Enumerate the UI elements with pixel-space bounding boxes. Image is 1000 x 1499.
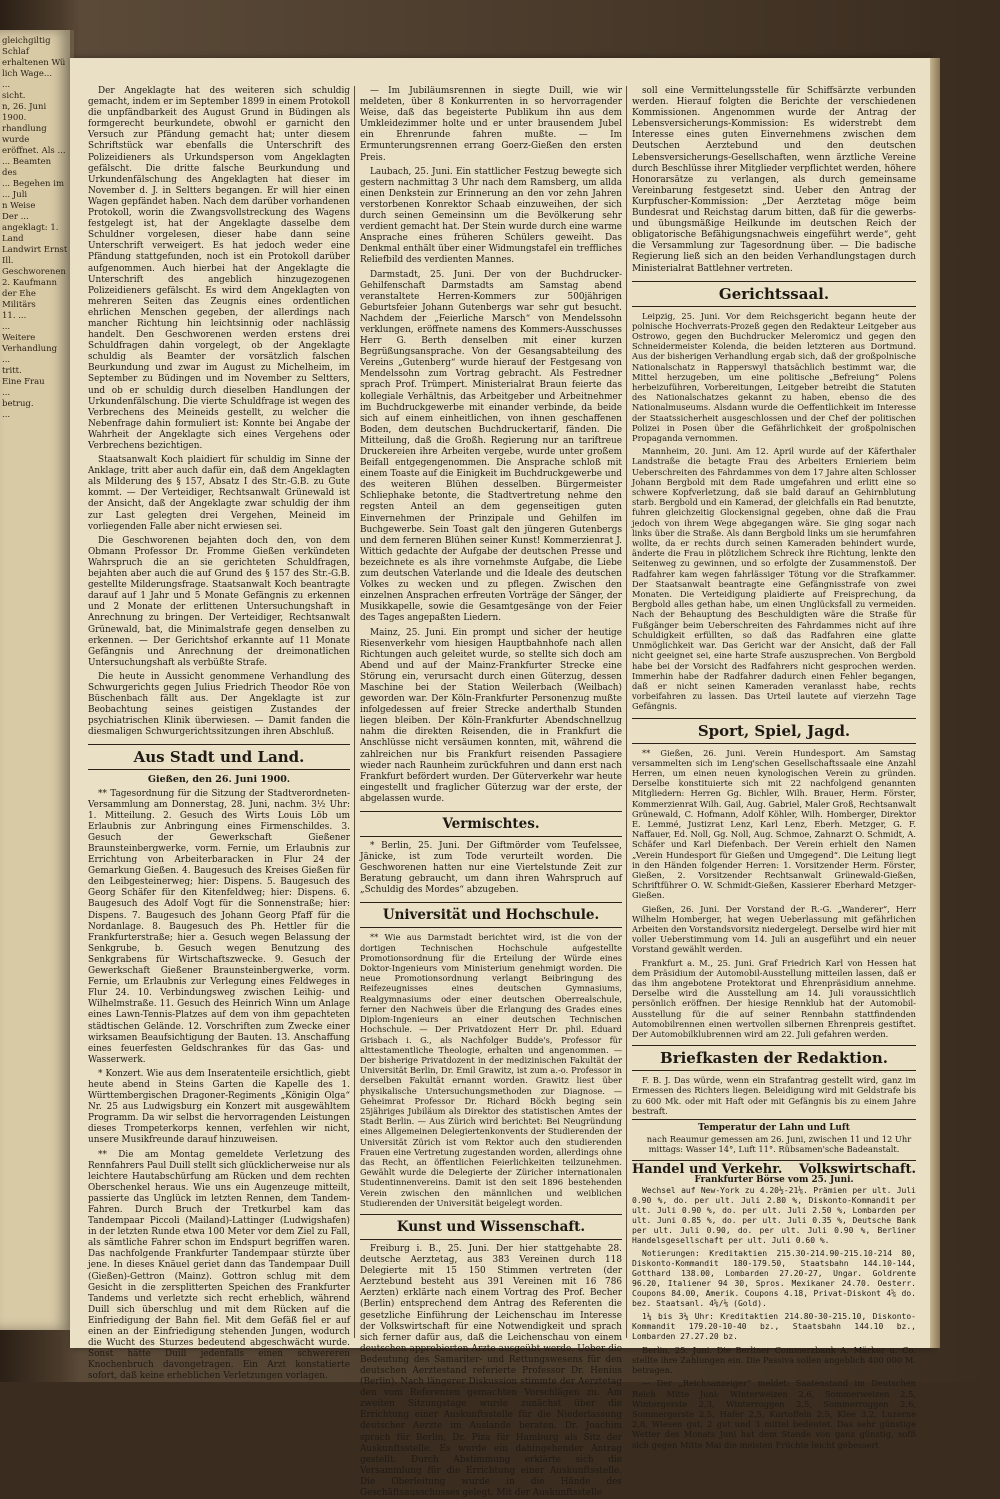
paragraph: * Konzert. Wie aus dem Inseratenteile ersichtlich, giebt heute abend in Steins Garten die Kapelle des 1. Württembergischen Dragoner-Regiments „Königin Olga“ Nr. 25 aus Ludwigsburg ein Konzert mit ausgewähltem Programm. Da wir selbst die hervorragenden Leistungen dieses Trompeterkorps kennen, verfehlen wir nicht, unsere Musikfreunde darauf hinzuweisen. — [88, 1068, 350, 1146]
section-heading: Vermischtes. — [360, 811, 622, 837]
paragraph: Die heute in Aussicht genommene Verhandlung des Schwurgerichts gegen Julius Friedrich Theodor Röe von Büschenbach fällt aus. Der Angeklagte ist zur Beobachtung seines geistigen Zustandes der psychiatrischen Klinik überwiesen. — Damit fanden die diesmaligen Schwurgerichtssitzungen ihren Abschluß. — [88, 671, 350, 738]
section-heading: Gerichtssaal. — [632, 281, 916, 307]
section-heading: Universität und Hochschule. — [360, 902, 622, 928]
paragraph: Der Angeklagte hat des weiteren sich schuldig gemacht, indem er im September 1899 in einem Protokoll die unpfändbarkeit des August Grund in Büdingen als formgerecht beurkundete, obwohl er garnicht den Versuch zur Pfändung gemacht hat; unter diesem Schriftstück war ebenfalls die Unterschrift des Polizeidieners als Urkundsperson vom Angeklagten gefälscht. Die dritte falsche Beurkundung und Urkundenfälschung des Angeklagten hat dieser im November d. J. in Seltters begangen. Er will hier einen Wagen gepfändet haben. Nach dem darüber vorhandenen Protokoll, worin die Zwangsvollstreckung des Wagens festgelegt ist, hat der Angeklagte dasselbe dem Schuldner vorgelesen, dieser habe dann seine Unterschrift verweigert. Es hat jedoch weder eine Pfändung stattgefunden, noch ist ein Protokoll darüber aufgenommen. Auch hierbei hat der Angeklagte die Unterschrift des angeblich hinzugezogenen Polizeidieners gefälscht. Es wird dem Angeklagten von mehreren Seiten das Zeugnis eines ordentlichen ehrlichen Menschen gegeben, der allerdings nach mancher Richtung hin leichtsinnig oder nachlässig handelt. Den Geschworenen werden erstens drei Schuldfragen dahin vorgelegt, ob der Angeklagte schuldig als Beamter der vorsätzlich falschen Beurkundung und zwar im August zu Michelheim, im September zu Büdingen und im November zu Seltters, und ob er schuldig durch dieselben Handlungen der Urkundenfälschung. Die vierte Schuldfrage ist wegen des Verbrechens des Meineids gestellt, zu welcher die Nebenfrage dahin formuliert ist: Konnte bei Angabe der Wahrheit der Angeklagte sich eines Vergehens oder Verbrechens bezichtigen. — [88, 86, 350, 451]
paragraph: Wechsel auf New-York zu 4.20½-21⅛. Prämien per ult. Juli 0.90 %, do. per ult. Juli 2.80 %, Diskonto-Kommandit per ult. Juli 0.90 %, do. per ult. Juli 2.50 %, Lombarden per ult. Juni 0.85 %, do. per ult. Juli 0.35 %, Deutsche Bank per ult. Juli 0.90, do. per ult. Juli 0.90 %, Berliner Handelsgesellschaft per ult. Juli 0.60 %. — [632, 1185, 916, 1245]
paragraph: Die Geschworenen bejahten doch den, von dem Obmann Professor Dr. Fromme Gießen verkündeten Wahrspruch die an sie gerichteten Schuldfragen, bejahten aber auch die auf Grund des § 157 des Str.-G.B. gestellte Milderungsfrage. Staatsanwalt Koch beantragte darauf auf 1 Jahr und 5 Monate Gefängnis zu erkennen und 2 Monate der erlittenen Untersuchungshaft in Anrechnung zu bringen. Der Verteidiger, Rechtsanwalt Grünewald, bat, die Minimalstrafe gegen denselben zu erkennen. — Der Gerichtshof erkannte auf 11 Monate Gefängnis und Anrechnung der dreimonatlichen Untersuchungshaft als verbüßte Strafe. — [88, 535, 350, 668]
paragraph: 1¼ bis 3¼ Uhr: Kreditaktien 214.80-30-215.10, Diskonto-Kommandit 179.20-10-40 bz., Staatsbahn 144.10 bz., Lombarden 27.27.20 bz. — [632, 1311, 916, 1341]
section-heading: Volkswirtschaft. — [798, 1161, 916, 1177]
paragraph: nach Reaumur gemessen am 26. Juni, zwischen 11 und 12 Uhr mittags: Wasser 14°, Luft 11°. Rübsamen'sche Badeanstalt. — [646, 1134, 912, 1155]
dateline: Gießen, den 26. Juni 1900. — [147, 774, 291, 786]
section-heading: Briefkasten der Redaktion. — [632, 1045, 916, 1071]
paragraph: ** Gießen, 26. Juni. Verein Hundesport. Am Samstag versammelten sich im Leng'schen Gesellschaftssaale eine Anzahl Herren, um einen neuen kynologischen Verein zu gründen. Derselbe konstituierte sich mit 22 nachfolgend genannten Mitgliedern: Herren Gg. Bichler, Wilh. Brauer, Herm. Förster, Kommerzienrat Wilh. Gail, Aug. Gabriel, Maler Groß, Rechtsanwalt Grünewald, C. Hofmann, Adolf Köhler, Wilh. Homberger, Direktor E. Lemmé, Justizrat Lenz, Karl Lenz, Eberh. Metzger, G. F. Naffauer, Ed. Noll, Gg. Noll, Aug. Schmoe, Zahnarzt O. Schmidt, A. Schäfer und Karl Diefenbach. Der Verein erhielt den Namen „Verein Hundesport für Gießen und Umgegend“. Die Leitung liegt in den Händen folgender Herren: 1. Vorsitzender Herm. Förster, Gießen, 2. Vorsitzender Rechtsanwalt Grünewald-Gießen, Schriftführer O. W. Schmidt-Gießen, Kassierer Eberhard Metzger-Gießen. — [632, 747, 916, 901]
paragraph: Darmstadt, 25. Juni. Der von der Buchdrucker-Gehilfenschaft Darmstadts am Samstag abend veranstaltete Herren-Kommers zur 500jährigen Geburtsfeier Johann Gutenbergs war sehr gut besucht. Nachdem der „Feierliche Marsch“ von Mendelssohn verklungen, eröffnete namens des Kommers-Ausschusses Herr G. Berth denselben mit einer kurzen Begrüßungsansprache. Von der Gesangsabteilung des Vereins „Gutenberg“ wurde hierauf der Festgesang von Mendelssohn zum Vortrag gebracht. Als Festredner sprach Prof. Trümpert. Ministerialrat Braun feierte das kollegiale Verhältnis, das Arbeitgeber und Arbeitnehmer im Buchdruckgewerbe mit einander verbinde, da beide sich auf einem einheitlichen, von ihnen geschaffenen Boden, dem deutschen Buchdruckertarif, fänden. Die Mitteilung, daß die Großh. Regierung nur an tariftreue Druckereien ihre Arbeiten vergebe, wurde unter großem Beifall entgegengenommen. Die Ansprache schloß mit einem Toaste auf die Einigkeit im Buchdruckgewerbe und des weiteren Blühen desselben. Bürgermeister Schliephake betonte, die Stadtvertretung nehme den regsten Anteil an dem gegenseitigen guten Einvernehmen der Prinzipale und Gehilfen im Buchgewerbe. Sein Toast galt den jüngeren Gutenbergs und dem ferneren Blühen seiner Kunst! Kommerzienrat J. Wittich gedachte der Aufgabe der deutschen Presse und bezeichnete es als ihre vornehmste Aufgabe, die Liebe zum deutschen Vaterlande und die Ideale des deutschen Volkes zu wecken und zu pflegen. Zwischen den einzelnen Ansprachen erfreuten Vorträge der Sänger, der Musikkapelle, sowie die Gesamtgesänge von der Feier des Tages angepaßten Liedern. — [360, 269, 622, 624]
left-page-text: gleichgiltig Schlaf erhaltenen Wü lich Wage... ... sicht. n, 26. Juni 1900. rhandlung wurde eröffnet. Als ... ... Beamten des ... Begehen im ... Juli n Weise Der ... angeklagt: 1. Land Landwirt Ernst Ill. Geschworenen 2. Kaufmann der Ehe Militärs 11. ... ... Weitere Verhandlung ... tritt. Eine Frau ... betrug. ... — [2, 36, 68, 420]
paragraph: Mannheim, 20. Juni. Am 12. April wurde auf der Käferthaler Landstraße die betagte Frau des Arbeiters Ernieriem beim Ueberschreiten des Fahrdammes von dem 17 Jahre alten Schlosser Johann Bergbold mit dem Rade umgefahren und erlitt eine so schwere Kopfverletzung, daß sie bald darauf an Gehirnblutung starb. Bergbold und ein Kamerad, der gleichfalls ein Rad benutzte, fuhren gleichzeitig Glockensignal gegeben, ohne daß die Frau jedoch von ihrem Wege abgegangen wäre. Sie ging sogar nach links über die Straße. Als dann Bergbold links um sie herumfahren wollte, da er rechts durch seinen Kameraden behindert wurde, änderte die Frau in plötzlichem Schreck ihre Richtung, lenkte den Seitenweg zu gewinnen, und so erfolgte der Zusammenstoß. Der Radfahrer kam wegen fahrlässiger Tötung vor die Strafkammer. Der Staatsanwalt beantragte eine Gefängnisstrafe von zwei Monaten. Die Verteidigung plaidierte auf Freisprechung, da Bergbold alles gethan habe, um einen Unglücksfall zu vermeiden. Nach der Behauptung des Beschuldigten wäre die Straße für Fußgänger beim Ueberschreiten des Fahrdammes nicht auf ihre Schuldigkeit erfüllten, so daß das Radfahren eine glatte Unmöglichkeit war. Das Gericht war der Ansicht, daß der Fall nicht geeignet sei, eine harte Strafe auszusprechen. Von Bergbold habe bei der Vorsicht des Radfahrers nicht gesprochen werden. Immerhin habe der Radfahrer dadurch einen Fehler begangen, daß er nicht seinen Kameraden veranlasst habe, rechts vorbeifahren zu lassen. Das Urteil lautete auf vierzehn Tage Gefängnis. — [632, 446, 916, 712]
section-heading: Kunst und Wissenschaft. — [360, 1214, 622, 1240]
paragraph: Mainz, 25. Juni. Ein prompt und sicher der heutige Riesenverkehr vom hiesigen Hauptbahnhofe nach allen Richtungen auch geleitet wurde, so stellte sich doch am Abend und auf der Mainz-Frankfurter Strecke eine Störung ein, verursacht durch einen Güterzug, dessen Maschine bei der Station Weilerbach (Weilbach) geworden war. Der Köln-Frankfurter Personenzug mußte infolgedessen auf freier Strecke anderthalb Stunden liegen bleiben. Der Köln-Frankfurter Abendschnellzug nahm die direkten Reisenden, die in Frankfurt die Anschlüsse nicht versäumen konnten, mit, während die zahlreichen nur bis Frankfurt reisenden Passagiere wieder nach Raunheim zurückfuhren und dann erst nach Frankfurt befördert wurden. Der Güterverkehr war heute eingestellt und fraglicher Güterzug war der erste, der abgelassen wurde. — [360, 627, 622, 804]
paragraph: ** Wie aus Darmstadt berichtet wird, ist die von der dortigen Technischen Hochschule aufgestellte Promotionsordnung für die Erteilung der Würde eines Doktor-Ingenieurs vom Ministerium genehmigt worden. Die neue Promotionsordnung verlangt Beibringung des Reifezeugnisses eines deutschen Gymnasiums, Realgymnasiums oder einer deutschen Oberrealschule, ferner den Nachweis über die Erlangung des Grades eines Diplom-Ingenieurs an einer deutschen Technischen Hochschule. — Der Privatdozent Herr Dr. phil. Eduard Grisbach i. G., als Nachfolger Budde's, Professor für alttestamentliche Theologie, erhalten und angenommen. — Der bisherige Privatdozent in der medizinischen Fakultät der Universität Berlin, Dr. Emil Grawitz, ist zum a.-o. Professor in derselben Fakultät ernannt worden. Grawitz liest über physikalische Untersuchungsmethoden zur Diagnose. — Geheimrat Professor Dr. Richard Böckh beging sein 25jähriges Jubiläum als Direktor des statistischen Amtes der Stadt Berlin. — Aus Zürich wird berichtet: Bei Neugründung eines Allgemeinen Delegiertenkonvents der Studierenden der Universität Zürich ist vom Rektor auch den studierenden Frauen eine Vertretung zugestanden worden, allerdings ohne das Recht, an öffentlichen Feierlichkeiten teilzunehmen. Gewählt wurde die Delegierte der Züricher internationalen Studentinnenvereins. Damit ist den seit 1896 bestehenden Verein zwischen den männlichen und weiblichen Studierenden der Universität beigelegt worden. — [360, 932, 622, 1208]
paragraph: * Berlin, 25. Juni. Der Giftmörder vom Teufelssee, Jänicke, ist zum Tode verurteilt worden. Die Geschworenen hatten nur eine Viertelstunde Zeit zur Beratung gebraucht, um dann ihren Wahrspruch auf „Schuldig des Mordes“ abzugeben. — [360, 841, 622, 896]
paragraph: — Im Jubiläumsrennen in siegte Duill, wie wir meldeten, über 8 Konkurrenten in so hervorragender Weise, daß das begeisterte Publikum ihn aus dem Umkleidezimmer holte und er unter brausendem Jubel ein Ehrenrunde fahren mußte. — Im Ermunterungsrennen errang Goerz-Gießen den ersten Preis. — [360, 86, 622, 163]
section-heading: Handel und Verkehr. — [632, 1161, 783, 1177]
section-heading: Sport, Spiel, Jagd. — [632, 718, 916, 744]
paragraph: F. B. J. Das würde, wenn ein Strafantrag gestellt wird, ganz im Ermessen des Richters liegen. Beleidigung wird mit Geldstrafe bis zu 600 Mk. oder mit Haft oder mit Gefängnis bis zu einem Jahre bestraft. — [632, 1075, 916, 1116]
column-rule — [626, 86, 627, 1338]
newspaper-page — [70, 58, 930, 1499]
paragraph: Berlin, 25. Juni. Die Berliner Commerzbank A. Märker u. Co. stellte ihre Zahlungen ein. Die Passiva sollen angeblich 400 000 M. betragen. — [632, 1344, 916, 1376]
paragraph: Freiburg i. B., 25. Juni. Der hier stattgehabte 28. deutsche Aerztetag, aus 383 Vereinen durch 118 Delegierte mit 15 150 Stimmen vertreten (der Aerztebund besteht aus 391 Vereinen mit 16 786 Aerzten) erklärte nach einem Vortrag des Prof. Becher (Berlin) entsprechend dem Antrag des Referenten die gesetzliche Einführung der Leichenschau im Interesse der Volkswirtschaft für eine Notwendigkeit und sprach sich ferner dafür aus, daß die Leichenschau von einem deutschen approbierten Arzte ausgeübt werde. Ueber die Bedeutung des Samariter- und Rettungswesens für den deutschen Aerztestand referierte Professor Dr. Henius (Berlin). Nach längerer Diskussion stimmte der Aerztetag den vom Referenten gemachten Vorschlägen zu. Am zweiten Sitzungstage wurde zunächst über die Errichtung einer Auskunftsstelle für die Niederlassung deutscher Aerzte im Auslande beraten. Dr. Joachim sprach für Berlin, Dr. Piza für Hamburg als Sitz der Auskunftsstelle. Es wurde ein dahingehender Antrag gestellt. Durch Abstimmung erklärte sich die Versammlung für die Errichtung einer Auskunftsstelle. Die Oberleitung wurde in die Hände des Geschäftsausschusses gelegt. Mit der Auskunftsstelle — [360, 1243, 622, 1499]
paragraph: ** Die am Montag gemeldete Verletzung des Rennfahrers Paul Duill stellt sich glücklicherweise nur als leichtere Hautabschürfung am Rücken und dem rechten Oberschenkel heraus. Wie uns ein Augenzeuge mitteilt, passierte das Unglück im letzten Rennen, dem Tandem-Fahren. Durch Bruch der Tretkurbel kam das Tandempaar Piccoli (Mailand)-Lattinger (Ludwigshafen) in der letzten Runde etwa 100 Meter vor dem Ziel zu Fall, als sämtliche Fahrer schon im Endspurt begriffen waren. Das nachfolgende Frankfurter Tandempaar stürzte über jene. In dieses Knäuel geriet dann das Tandempaar Duill (Gießen)-Gettron (Mainz). Gottron schlug mit dem Gesicht in die zersplitterten Speichen des Frankfurter Tandems und verletzte sich recht erheblich, während Duill sich überschlug und mit dem Rücken auf die Einfriedigung der Bahn fiel. Mit dem Gefäß fiel er auf einen an der Einfriedigung stehenden Jungen, wodurch die Wucht des Sturzes bedeutend abgeschwächt wurde. Sonst hätte Duill jedenfalls einen schwereren Knochenbruch davongetragen. Ein Arzt konstatierte sofort, daß keine erheblichen Verletzungen vorlagen. — [88, 1149, 350, 1382]
section-heading: Aus Stadt und Land. — [88, 744, 350, 770]
paragraph: Laubach, 25. Juni. Ein stattlicher Festzug bewegte sich gestern nachmittag 3 Uhr nach dem Ramsberg, um allda einen Denkstein zur Erinnerung an den vor zehn Jahren verstorbenen Konrektor Schaab einzuweihen, der sich durch seinen Gemeinsinn um die Bevölkerung sehr verdient gemacht hat. Der Stein wurde durch eine warme Ansprache eines früheren Schülers geweiht. Das Denkmal enthält über einer Widmungstafel ein treffliches Reliefbild des verdienten Mannes. — [360, 166, 622, 266]
paragraph: Leipzig, 25. Juni. Vor dem Reichsgericht begann heute der polnische Hochverrats-Prozeß gegen den Redakteur Leitgeber aus Ostrowo, gegen den Buchdrucker Meleromicz und gegen den Schneidermeister Kolenda, die beiden letzteren aus Dortmund. Aus der bisherigen Verhandlung ergab sich, daß der großpolnische Nationalschatz in Rapperswyl thatsächlich bestimmt war, die Mittel herzugeben, um eine politische „Befreiung“ Polens herbeizuführen, Vorbereitungen, Leitgeber betreibt die Statuten des Nationalschatzes gekannt zu haben, ebenso die des Nationalmuseums. Alsdann wurde die Oeffentlichkeit im Interesse der Staatssicherheit ausgeschlossen und der Chef der politischen Polizei in Posen über die Gefährlichkeit der großpolnischen Propaganda vernommen. — [632, 310, 916, 444]
paragraph: Frankfurt a. M., 25. Juni. Graf Friedrich Karl von Hessen hat dem Präsidium der Automobil-Ausstellung mitteilen lassen, daß er das ihm angebotene Protektorat und Ehrenpräsidium annehme. Derselbe wird die Ausstellung am 14. Juli voraussichtlich persönlich eröffnen. Der hiesige Rennklub hat der Automobil-Ausstellung für die auf seiner Rennbahn stattfindenden Automobilrennen einen wertvollen silbernen Ehrenpreis gestiftet. Der Automobilklubrennen wird am 22. Juli gefahren werden. — [632, 957, 916, 1039]
column-3 — [632, 86, 916, 1450]
divider — [632, 1119, 916, 1120]
left-page-fragment — [0, 30, 74, 1330]
subheading: Temperatur der Lahn und Luft — [698, 1123, 850, 1134]
paragraph: ** Tagesordnung für die Sitzung der Stadtverordneten-Versammlung am Donnerstag, 28. Juni, nachm. 3½ Uhr: 1. Mitteilung. 2. Gesuch des Wirts Louis Löb um Erlaubnis zur Anbringung eines Firmenschildes. 3. Gesuch der Gewerkschaft Gießener Braunsteinbergwerke, vorm. Fernie, um Erlaubnis zur Errichtung von Arbeiterbaracken in Flur 24 der Gemarkung Gießen. 4. Baugesuch des Kreises Gießen für den Leibgesteinerweg; hier: Dispens. 5. Baugesuch des Georg Schäfer für den Kitenfeldweg; hier: Dispens. 6. Baugesuch des Adolf Vogt für die Sonnenstraße; hier: Dispens. 7. Baugesuch des Johann Georg Pfaff für die Nordanlage. 8. Baugesuch des Ph. Hettler für die Frankfurterstraße; hier a. Gesuch wegen Belassung der Senkgrube, b. Gesuch wegen Benutzung des Senkgrabens für Wirtschaftszwecke. 9. Gesuch der Gewerkschaft Gießener Braunsteinbergwerke, vorm. Fernie, um Erlaubnis zur Verlegung eines Feldweges in Flur 24. 10. Verbindungsweg zwischen Leihig- und Wilhelmstraße. 11. Gesuch des Heinrich Winn um Anlage eines Lawn-Tennis-Platzes auf dem von ihm gepachteten städtischen Gelände. 12. Vorschriften zum Zwecke einer wirksamen Beaufsichtigung der Bauten. 13. Anschaffung eines feuerfesten Geldschrankes für das Gas- und Wasserwerk. — [88, 788, 350, 1065]
paragraph: — Der „Reichsanzeiger“ meldet: Saatenstand im Deutschen Reich Mitte Juni: Winterweizen 2,6, Sommerweizen 2,5, Wintergerste 2,3, Winterroggen 2,5, Sommerroggen 2,6, Sommergerste 2,5, Hafer 2,5, Kartoffeln 2,5, Klee 3,2, Luzerne 2,8, Wiesen gut, 2 gut und 3 mittel bedeutet. Das sehr günstige Wetter des Monats Juni hat dem Stande von ganz günstig, sofß sich gegen Mitte Mai die meisten Früchte leicht gebessert — [632, 1378, 916, 1450]
column-1 — [88, 86, 350, 1382]
paragraph: soll eine Vermittelungsstelle für Schiffsärzte verbunden werden. Hierauf folgten die Berichte der verschiedenen Kommissionen. Angenommen wurde der Antrag der Lebensversicherungs-Kommission: Es widerstrebt dem Interesse eines guten Einvernehmens zwischen dem Deutschen Aerztebund und den deutschen Lebensversicherungs-Gesellschaften, wenn ärztliche Vereine durch Beschlüsse ihrer Mitglieder verpflichtet werden, höhere Honorarsätze zu verlangen, als durch gemeinsame Vereinbarung festgesetzt sind. Ueber den Antrag der Kurpfuscher-Kommission: „Der Aerztetag möge beim Bundesrat und Reichstag darum bitten, daß für die gewerbs- und übungsmäßige Heilkunde im deutschen Reich der obligatorische Befähigungsnachweis eingeführt werde“, geht die Versammlung zur Tagesordnung über. — Die badische Regierung ließ sich an den beiden Verhandlungstagen durch Ministerialrat Battlehner vertreten. — [632, 86, 916, 274]
paragraph: Notierungen: Kreditaktien 215.30-214.90-215.10-214 80, Diskonto-Kommandit 180-179.50, Staatsbahn 144.10-144, Gotthard 138.00, Lombarden 27.20-27, Ungar. Goldrente 96.20, Italiener 94 30, Spros. Mexikaner 24.70. Oesterr. Coupons 84.00, Amerik. Coupons 4.18, Privat-Diskont 4⅝ do. bez. Staatsanl. 4⅝/⅛ (Gold). — [632, 1248, 916, 1308]
paragraph: Staatsanwalt Koch plaidiert für schuldig im Sinne der Anklage, tritt aber auch dafür ein, daß dem Angeklagten als Milderung des § 157, Absatz I des Str.-G.B. zu Gute kommt. — Der Verteidiger, Rechtsanwalt Grünewald ist der Ansicht, daß der Angeklagte zwar schuldig der ihm zur Last gelegten drei Vergehen, Meineid im vorliegenden Falle aber nicht erwiesen sei. — [88, 455, 350, 532]
subheading: Frankfurter Börse vom 25. Juni. — [694, 1174, 854, 1185]
section-heading-pair — [632, 1160, 916, 1175]
column-rule — [354, 86, 355, 1338]
paragraph: Gießen, 26. Juni. Der Vorstand der R.-G. „Wanderer“, Herr Wilhelm Homberger, hat wegen Ueberlassung mit gefährlichen Arbeiten den Vorstandsvorsitz niedergelegt. Derselbe wird hier mit voller Ueberstimmung vom 14. Juli an ausgeführt und ein neuer Vorstand gewählt werden. — [632, 903, 916, 955]
column-2 — [360, 86, 622, 1499]
page-edge — [930, 58, 940, 1348]
